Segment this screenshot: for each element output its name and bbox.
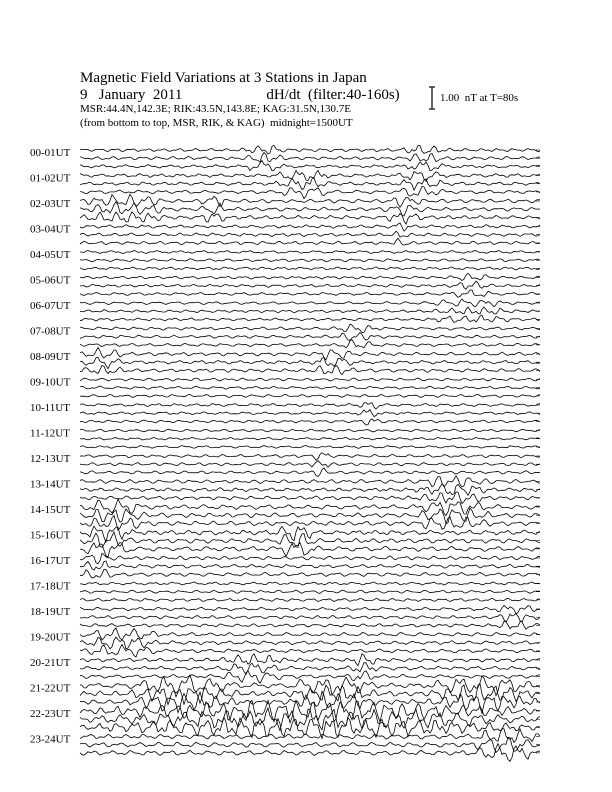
trace-RIK	[80, 637, 540, 649]
trace-KAG	[80, 606, 540, 614]
trace-MSR	[80, 516, 540, 531]
trace-MSR	[80, 365, 540, 374]
row-label: 03-04UT	[30, 223, 71, 236]
trace-RIK	[80, 663, 540, 675]
hour-row-14-15UT	[30, 499, 540, 531]
hour-row-21-22UT	[30, 675, 540, 714]
row-label: 17-18UT	[30, 580, 71, 593]
trace-MSR	[80, 212, 540, 224]
trace-MSR	[80, 315, 540, 322]
row-label: 23-24UT	[30, 733, 71, 746]
trace-RIK	[80, 614, 540, 623]
hour-row-17-18UT	[30, 581, 540, 602]
trace-MSR	[80, 161, 540, 171]
trace-MSR	[80, 569, 540, 578]
row-label: 14-15UT	[30, 504, 71, 516]
trace-KAG	[80, 499, 540, 516]
trace-MSR	[80, 717, 540, 738]
trace-RIK	[80, 281, 540, 289]
row-label: 05-06UT	[30, 274, 71, 287]
row-label: 18-19UT	[30, 606, 71, 618]
trace-KAG	[80, 273, 540, 280]
trace-MSR	[80, 598, 540, 601]
trace-RIK	[80, 437, 540, 440]
trace-KAG	[80, 251, 540, 254]
trace-KAG	[80, 194, 540, 207]
hour-row-07-08UT	[30, 324, 540, 348]
trace-order-note: (from bottom to top, MSR, RIK, & KAG) midnight=1500UT	[80, 117, 353, 129]
trace-MSR	[80, 492, 540, 504]
row-label: 06-07UT	[30, 300, 71, 312]
hour-row-19-20UT	[30, 628, 540, 657]
trace-KAG	[80, 324, 540, 332]
row-label: 01-02UT	[30, 172, 71, 185]
trace-RIK	[80, 333, 540, 341]
row-label: 00-01UT	[30, 147, 71, 159]
trace-RIK	[80, 307, 540, 314]
hour-row-03-04UT	[30, 223, 540, 245]
trace-RIK	[80, 386, 540, 389]
trace-MSR	[80, 644, 540, 657]
trace-KAG	[80, 145, 540, 154]
trace-MSR	[80, 446, 540, 449]
trace-RIK	[80, 737, 540, 752]
trace-KAG	[80, 347, 540, 360]
trace-KAG	[80, 429, 540, 432]
trace-MSR	[80, 468, 540, 477]
hour-row-06-07UT	[30, 299, 540, 322]
hour-row-11-12UT	[30, 428, 540, 449]
row-label: 09-10UT	[30, 376, 71, 389]
row-label: 07-08UT	[30, 325, 71, 338]
quantity-label: dH/dt (filter:40-160s)	[266, 87, 400, 103]
trace-RIK	[80, 178, 540, 190]
row-label: 22-23UT	[30, 708, 71, 720]
trace-MSR	[80, 671, 540, 684]
row-label: 19-20UT	[30, 631, 71, 644]
trace-MSR	[80, 340, 540, 348]
trace-RIK	[80, 152, 540, 162]
date-label: 9 January 2011	[80, 87, 183, 103]
trace-MSR	[80, 267, 540, 270]
row-label: 16-17UT	[30, 555, 71, 567]
row-label: 21-22UT	[30, 682, 71, 695]
trace-KAG	[80, 654, 540, 666]
hour-row-05-06UT	[30, 273, 540, 297]
trace-KAG	[80, 378, 540, 381]
hour-row-13-14UT	[30, 476, 540, 504]
hour-row-10-11UT	[30, 402, 540, 425]
hour-row-18-19UT	[30, 606, 540, 630]
trace-RIK	[80, 461, 540, 468]
row-label: 10-11UT	[30, 402, 70, 414]
trace-KAG	[80, 299, 540, 307]
trace-KAG	[80, 582, 540, 585]
hour-row-12-13UT	[30, 453, 540, 477]
trace-RIK	[80, 508, 540, 524]
hour-row-00-01UT	[30, 145, 540, 170]
chart-title: Magnetic Field Variations at 3 Stations in Japan	[80, 70, 367, 86]
row-label: 08-09UT	[30, 351, 71, 363]
hour-row-16-17UT	[30, 553, 540, 578]
trace-RIK	[80, 259, 540, 262]
hour-row-02-03UT	[30, 194, 540, 224]
trace-MSR	[80, 621, 540, 629]
hour-row-09-10UT	[30, 377, 540, 398]
station-coordinates: MSR:44.4N,142.3E; RIK:43.5N,143.8E; KAG:31.5N,130.7E	[80, 103, 352, 115]
hour-row-15-16UT	[30, 526, 540, 557]
trace-RIK	[80, 231, 540, 237]
hour-row-01-02UT	[30, 170, 540, 198]
row-label: 12-13UT	[30, 453, 71, 465]
trace-RIK	[80, 357, 540, 369]
hour-row-04-05UT	[30, 249, 540, 270]
row-label: 13-14UT	[30, 478, 71, 491]
trace-MSR	[80, 744, 540, 762]
scale-label: 1.00 nT at T=80s	[440, 92, 519, 104]
trace-KAG	[80, 476, 540, 487]
hour-row-20-21UT	[30, 654, 540, 684]
trace-MSR	[80, 238, 540, 245]
trace-KAG	[80, 628, 540, 640]
trace-RIK	[80, 532, 540, 547]
row-label: 15-16UT	[30, 529, 71, 542]
trace-MSR	[80, 542, 540, 557]
trace-MSR	[80, 290, 540, 297]
trace-KAG	[80, 223, 540, 231]
trace-KAG	[80, 170, 540, 181]
trace-KAG	[80, 403, 540, 409]
trace-MSR	[80, 419, 540, 425]
row-label: 20-21UT	[30, 657, 71, 669]
row-label: 04-05UT	[30, 249, 71, 261]
trace-RIK	[80, 484, 540, 495]
trace-KAG	[80, 553, 540, 564]
hour-row-08-09UT	[30, 347, 540, 374]
trace-KAG	[80, 453, 540, 461]
row-label: 02-03UT	[30, 198, 71, 210]
trace-KAG	[80, 729, 540, 743]
trace-RIK	[80, 410, 540, 417]
trace-RIK	[80, 590, 540, 593]
row-label: 11-12UT	[30, 427, 70, 440]
trace-MSR	[80, 394, 540, 397]
trace-RIK	[80, 561, 540, 570]
